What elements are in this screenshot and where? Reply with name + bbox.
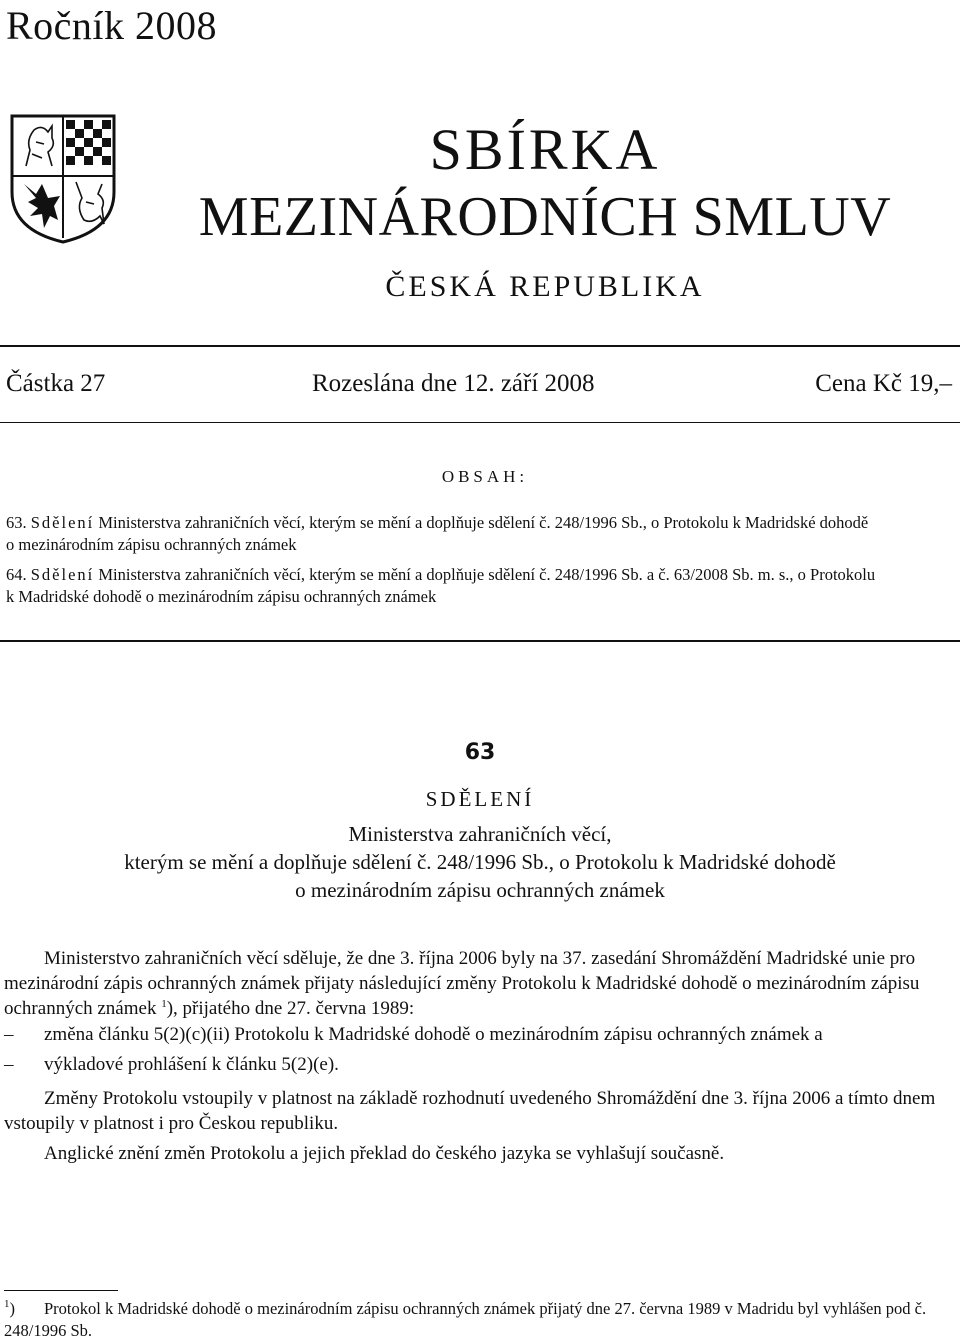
footnote-reference[interactable]: 1 [161,998,167,1010]
footnote-mark-suffix: ) [9,1299,15,1318]
paragraph-text: Změny Protokolu vstoupily v platnost na základě rozhodnutí uvedeného Shromáždění dne 3. října 2006 a tímto dnem vstoupily v platnost i pro Českou republiku. [4,1088,936,1134]
toc-item[interactable] [6,512,956,556]
toc-item-number: 64. [6,565,27,584]
footnote-mark: 1 [4,1298,10,1310]
issue-number: Částka 27 [6,370,106,397]
toc-item[interactable] [6,564,956,608]
document-type: SDĚLENÍ [425,787,535,811]
body-paragraph [4,946,956,1021]
body-paragraph [4,1141,956,1166]
toc-item-keyword: Sdělení [30,513,95,532]
czech-coat-of-arms-icon [8,112,118,246]
footnote [4,1298,956,1342]
document-heading-line: o mezinárodním zápisu ochranných známek [295,878,665,902]
distribution-date: Rozeslána dne 12. září 2008 [312,370,595,397]
divider-bottom [0,640,960,642]
toc-item-text-cont: o mezinárodním zápisu ochranných známek [6,535,297,554]
paragraph-text: Ministerstvo zahraničních věcí sděluje, že dne 3. října 2006 byly na 37. zasedání Shromáždění Madridské unie pro mezinárodní zápis ochranných známek přijaty následující změny Protokolu k Madridské dohodě o mezinárodním zápisu ochranných známek [4,948,920,1019]
document-number: 63 [464,740,496,765]
footnote-divider [4,1290,118,1291]
list-item [4,1052,956,1077]
body-paragraph [4,1086,956,1136]
toc-item-text-cont: k Madridské dohodě o mezinárodním zápisu ochranných známek [6,587,437,606]
collection-title: SBÍRKA [429,117,661,182]
divider-middle [0,422,960,423]
price: Cena Kč 19,– [815,370,952,397]
collection-subtitle: MEZINÁRODNÍCH SMLUV [198,186,892,248]
list-item-text: změna článku 5(2)(c)(ii) Protokolu k Madridské dohodě o mezinárodním zápisu ochranných známek a [44,1024,823,1045]
country-name: ČESKÁ REPUBLIKA [385,270,705,303]
list-bullet: – [4,1054,14,1075]
list-bullet: – [4,1024,14,1045]
volume-year: Ročník 2008 [6,3,218,48]
document-heading-line: kterým se mění a doplňuje sdělení č. 248/1996 Sb., o Protokolu k Madridské dohodě [124,850,836,874]
list-item [4,1022,956,1047]
footnote-text: Protokol k Madridské dohodě o mezinárodním zápisu ochranných známek přijatý dne 27. června 1989 v Madridu byl vyhlášen pod č. 248/1996 Sb. [4,1299,927,1340]
contents-heading: OBSAH: [441,467,529,486]
paragraph-text: Anglické znění změn Protokolu a jejich překlad do českého jazyka se vyhlašují současně. [44,1143,725,1164]
list-item-text: výkladové prohlášení k článku 5(2)(e). [44,1054,339,1075]
document-heading-line: Ministerstva zahraničních věcí, [348,822,612,846]
toc-item-text: Ministerstva zahraničních věcí, kterým se mění a doplňuje sdělení č. 248/1996 Sb. a č. 63/2008 Sb. m. s., o Protokolu [98,565,876,584]
toc-item-keyword: Sdělení [30,565,95,584]
divider-top [0,345,960,347]
paragraph-text: ), přijatého dne 27. června 1989: [166,998,415,1019]
toc-item-number: 63. [6,513,27,532]
toc-item-text: Ministerstva zahraničních věcí, kterým se mění a doplňuje sdělení č. 248/1996 Sb., o Protokolu k Madridské dohodě [98,513,869,532]
